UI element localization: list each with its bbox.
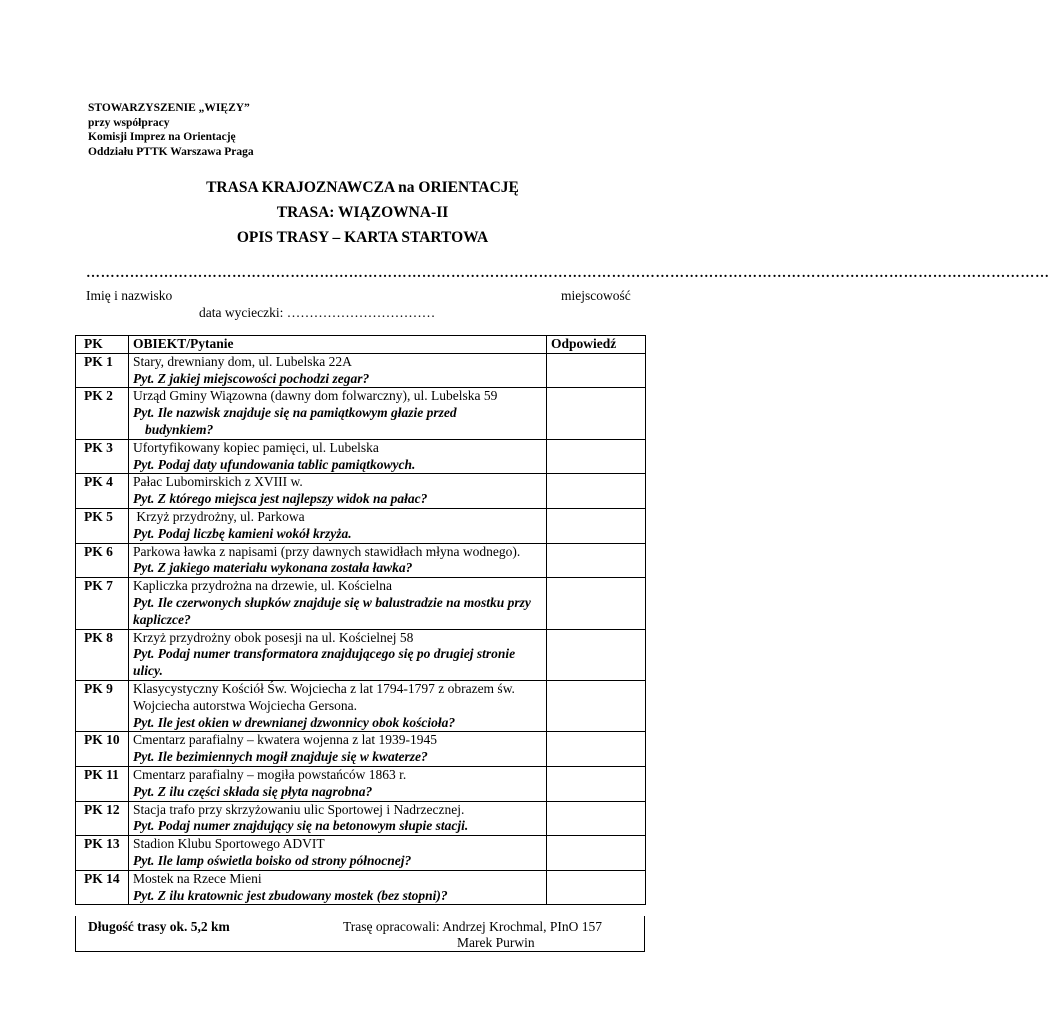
answer-cell[interactable]	[547, 836, 646, 871]
name-label: Imię i nazwisko	[86, 288, 173, 303]
pk-cell: PK 7	[76, 578, 129, 629]
table-row	[76, 629, 646, 680]
object-cell	[129, 578, 547, 629]
pk-cell: PK 4	[76, 474, 129, 509]
object-text: Klasycystyczny Kościół Św. Wojciecha z lat 1794-1797 z obrazem św. Wojciecha autorstwa Wojciecha Gersona.	[133, 680, 515, 713]
pk-cell: PK 5	[76, 508, 129, 543]
answer-cell[interactable]	[547, 439, 646, 474]
table-row	[76, 836, 646, 871]
date-label[interactable]: data wycieczki: ……………………………	[199, 305, 436, 320]
object-cell	[129, 801, 547, 836]
object-cell	[129, 870, 547, 905]
pk-cell: PK 1	[76, 353, 129, 388]
object-cell	[129, 474, 547, 509]
object-cell	[129, 836, 547, 871]
table-row	[76, 578, 646, 629]
object-text: Pałac Lubomirskich z XVIII w.	[133, 474, 303, 490]
organization-block	[88, 101, 254, 159]
table-row	[76, 870, 646, 905]
name-fill-line[interactable]: ………………………………………………………………………………………………………………………………………………………………………………	[86, 266, 1050, 281]
question-text-cont: budynkiem?	[145, 421, 214, 437]
question-text: Pyt. Z ilu kratownic jest zbudowany mostek (bez stopni)?	[133, 887, 448, 903]
table-row	[76, 388, 646, 439]
object-text: Parkowa ławka z napisami (przy dawnych stawidłach młyna wodnego).	[133, 543, 521, 559]
question-text: Pyt. Ile bezimiennych mogił znajduje się w kwaterze?	[133, 749, 428, 765]
pk-cell: PK 13	[76, 836, 129, 871]
table-row	[76, 508, 646, 543]
route-table	[75, 335, 646, 905]
header-pk: PK	[76, 336, 129, 354]
question-text: Pyt. Z którego miejsca jest najlepszy widok na pałac?	[133, 491, 428, 507]
title-line: OPIS TRASY – KARTA STARTOWA	[236, 229, 489, 246]
org-line: STOWARZYSZENIE „WIĘZY”	[88, 102, 250, 114]
table-header-row	[76, 336, 646, 354]
table-row	[76, 680, 646, 731]
question-text: Pyt. Podaj daty ufundowania tablic pamiątkowych.	[133, 456, 416, 472]
object-text: Cmentarz parafialny – mogiła powstańców 1863 r.	[133, 766, 407, 782]
pk-cell: PK 6	[76, 543, 129, 578]
object-cell	[129, 543, 547, 578]
answer-cell[interactable]	[547, 870, 646, 905]
answer-cell[interactable]	[547, 732, 646, 767]
org-line: Oddziału PTTK Warszawa Praga	[88, 145, 254, 158]
object-text: Cmentarz parafialny – kwatera wojenna z lat 1939-1945	[133, 732, 438, 748]
answer-cell[interactable]	[547, 801, 646, 836]
table-row	[76, 543, 646, 578]
header-object: OBIEKT/Pytanie	[129, 336, 547, 354]
place-label: miejscowość	[561, 288, 631, 303]
answer-cell[interactable]	[547, 353, 646, 388]
object-cell	[129, 766, 547, 801]
answer-cell[interactable]	[547, 629, 646, 680]
pk-cell: PK 3	[76, 439, 129, 474]
pk-cell: PK 8	[76, 629, 129, 680]
object-text: Krzyż przydrożny, ul. Parkowa	[133, 508, 305, 524]
route-length: Długość trasy ok. 5,2 km	[88, 919, 230, 934]
object-text: Stadion Klubu Sportowego ADVIT	[133, 836, 325, 852]
answer-cell[interactable]	[547, 766, 646, 801]
org-line: Komisji Imprez na Orientację	[88, 131, 236, 143]
title-line: TRASA KRAJOZNAWCZA na ORIENTACJĘ	[206, 179, 519, 196]
question-text: Pyt. Z ilu części składa się płyta nagrobna?	[133, 783, 373, 799]
answer-cell[interactable]	[547, 474, 646, 509]
object-text: Stacja trafo przy skrzyżowaniu ulic Sportowej i Nadrzecznej.	[133, 801, 465, 817]
question-text: Pyt. Z jakiego materiału wykonana została ławka?	[133, 560, 413, 576]
pk-cell: PK 12	[76, 801, 129, 836]
table-footer	[75, 916, 645, 952]
object-cell	[129, 353, 547, 388]
table-row	[76, 766, 646, 801]
question-text: Pyt. Ile czerwonych słupków znajduje się w balustradzie na mostku przy kapliczce?	[133, 594, 531, 627]
pk-cell: PK 11	[76, 766, 129, 801]
table-row	[76, 474, 646, 509]
header-answer: Odpowiedź	[547, 336, 646, 354]
object-cell	[129, 439, 547, 474]
object-text: Mostek na Rzece Mieni	[133, 870, 262, 886]
org-line: przy współpracy	[88, 116, 170, 129]
pk-cell: PK 14	[76, 870, 129, 905]
pk-cell: PK 10	[76, 732, 129, 767]
answer-cell[interactable]	[547, 388, 646, 439]
question-text: Pyt. Z jakiej miejscowości pochodzi zegar?	[133, 370, 370, 386]
question-text: Pyt. Podaj liczbę kamieni wokół krzyża.	[133, 525, 352, 541]
route-authors: Trasę opracowali: Andrzej Krochmal, PInO 157	[343, 919, 602, 934]
object-cell	[129, 388, 547, 439]
table-row	[76, 439, 646, 474]
answer-cell[interactable]	[547, 543, 646, 578]
question-text: Pyt. Podaj numer znajdujący się na betonowym słupie stacji.	[133, 818, 469, 834]
answer-cell[interactable]	[547, 578, 646, 629]
object-cell	[129, 508, 547, 543]
document-title	[0, 175, 725, 250]
pk-cell: PK 2	[76, 388, 129, 439]
table-row	[76, 732, 646, 767]
table-row	[76, 801, 646, 836]
question-text: Pyt. Ile lamp oświetla boisko od strony północnej?	[133, 852, 412, 868]
object-cell	[129, 629, 547, 680]
answer-cell[interactable]	[547, 680, 646, 731]
object-text: Krzyż przydrożny obok posesji na ul. Kościelnej 58	[133, 629, 414, 645]
table-row	[76, 353, 646, 388]
title-line: TRASA: WIĄZOWNA-II	[276, 204, 449, 221]
object-cell	[129, 732, 547, 767]
object-cell	[129, 680, 547, 731]
question-text: Pyt. Podaj numer transformatora znajdującego się po drugiej stronie ulicy.	[133, 646, 516, 679]
pk-cell: PK 9	[76, 680, 129, 731]
object-text: Urząd Gminy Wiązowna (dawny dom folwarczny), ul. Lubelska 59	[133, 388, 498, 404]
object-text: Ufortyfikowany kopiec pamięci, ul. Lubelska	[133, 439, 379, 455]
object-text: Stary, drewniany dom, ul. Lubelska 22A	[133, 353, 352, 369]
object-text: Kapliczka przydrożna na drzewie, ul. Kościelna	[133, 578, 393, 594]
route-author-2: Marek Purwin	[457, 935, 535, 950]
answer-cell[interactable]	[547, 508, 646, 543]
question-text: Pyt. Ile jest okien w drewnianej dzwonnicy obok kościoła?	[133, 714, 456, 730]
question-text: Pyt. Ile nazwisk znajduje się na pamiątkowym głazie przed	[133, 405, 457, 421]
